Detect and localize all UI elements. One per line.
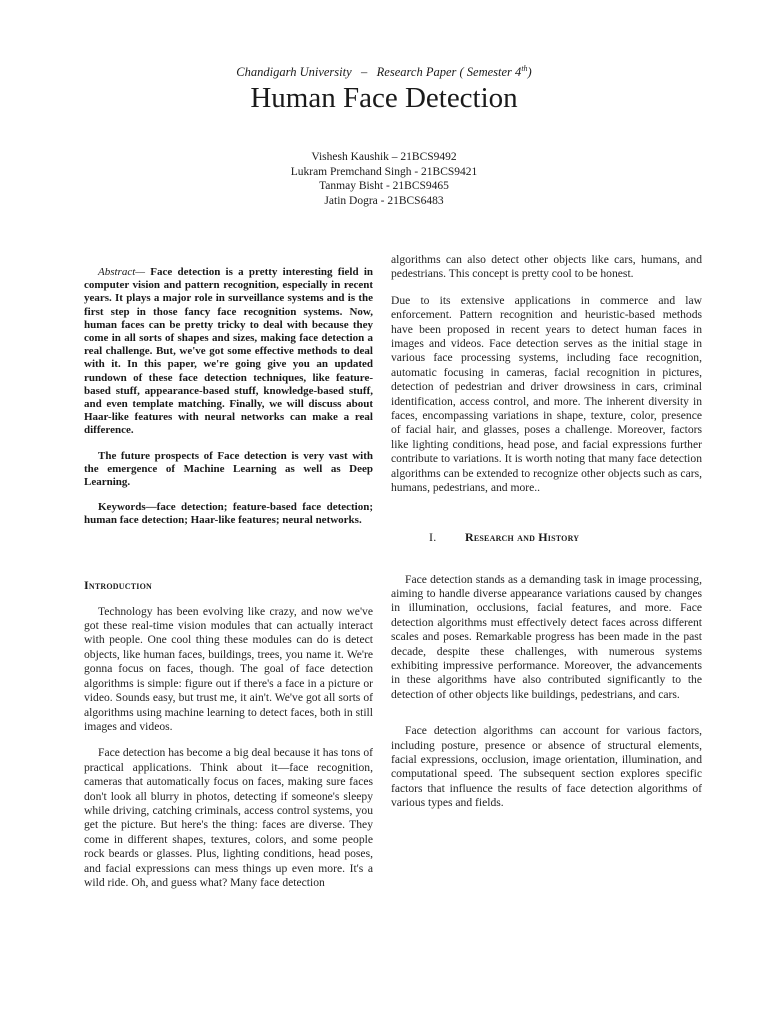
abstract-text: Face detection is a pretty interesting field in computer vision and pattern recognition, especially in recent years. It plays a major role in surveillance systems and is the first step in those fancy face recognition systems. Now, human faces can be pretty tricky to deal with because they come in all sorts of shapes and sizes, making face detection a real challenge. But, we've got some effective methods to deal with it. In this paper, we're going give you an updated rundown of these face detection techniques, like feature-based stuff, appearance-based stuff, knowledge-based stuff, and even template matching. Finally, we will discuss about Haar-like features with neural networks can make a real difference. <box>84 266 373 437</box>
history-paragraph-1: Face detection stands as a demanding task in image processing, aiming to handle diverse appearance variations caused by changes in illumination, occlusions, facial features, and more. Face detection algorithms must effectively detect faces across different scales and poses. Remarkable progress has been made in the past decade, despite these challenges, with numerous systems exhibiting impressive performance. Moreover, the advancements in these algorithms have also contributed significantly to the detection of other objects like buildings, pedestrians, and cars. <box>391 572 702 701</box>
history-paragraph-2: Face detection algorithms can account for various factors, including posture, presence or absence of structural elements, facial expressions, occlusion, image orientation, illumination, and computational speed. The subsequent section explores specific factors that influence the results of face detection algorithms of various types and fields. <box>391 724 702 810</box>
section-title: Research and History <box>465 529 580 544</box>
university-name: Chandigarh University <box>236 65 352 80</box>
author-line: Tanmay Bisht - 21BCS9465 <box>319 180 449 193</box>
author-list <box>0 150 768 208</box>
paper-type: Research Paper ( Semester 4 <box>376 65 522 80</box>
author-line: Jatin Dogra - 21BCS6483 <box>324 194 444 207</box>
header-close-paren: ) <box>527 65 532 80</box>
intro-paragraph-2: Face detection has become a big deal because it has tons of practical applications. Think about it—face recognition, cameras that automatically focus on faces, making sure faces don't look all blurry in photos, detecting if someone's sleepy while driving, catching criminals, access control systems, you get the picture. But here's the thing: faces are diverse. They come in different shapes, textures, colors, and some people rock beards or glasses. Plus, lighting conditions, head poses, and facial expressions can mess things up even more. It's a wild ride. Oh, and guess what? Many face detection <box>84 746 373 889</box>
author-line: Lukram Premchand Singh - 21BCS9421 <box>290 165 478 178</box>
section-number: I. <box>429 529 437 544</box>
abstract-paragraph <box>84 266 373 438</box>
abstract-future: The future prospects of Face detection is very vast with the emergence of Machine Learning as well as Deep Learning. <box>84 449 373 489</box>
author-line: Vishesh Kaushik – 21BCS9492 <box>311 151 457 163</box>
introduction-heading: Introduction <box>84 577 152 592</box>
right-paragraph-1: Due to its extensive applications in commerce and law enforcement. Pattern recognition and heuristic-based methods have been proposed in recent years to detect human faces in images and videos. Face detection serves as the initial stage in various face processing systems, including face recognition, automatic focusing in cameras, facial recognition in pictures, detection of pedestrian and driver drowsiness in cars, criminal identification, access control, and more. The inherent diversity in faces, encompassing variations in shape, texture, color, presence of facial hair, and glasses, poses a challenge. Moreover, factors like lighting conditions, head pose, and facial expressions further contribute to variations. It is worth noting that many face detection algorithms can be extended to recognize other objects such as cars, humans, pedestrians, and more.. <box>391 293 702 495</box>
header-dash: – <box>361 65 368 80</box>
right-column <box>391 253 702 811</box>
paper-header-line <box>0 64 768 80</box>
intro-paragraph-1: Technology has been evolving like crazy, and now we've got these real-time vision modules that can actually interact with people. One cool thing these modules can do is detect objects, like human faces, buildings, trees, you name it. We're gonna focus on faces, though. The goal of face detection algorithms is simple: figure out if there's a face in a picture or video. Sounds easy, but trust me, it ain't. We've got all sorts of algorithms using machine learning to detect faces, both in still images and videos. <box>84 604 373 733</box>
abstract-lead: Abstract— <box>98 266 146 278</box>
research-history-heading <box>391 530 702 545</box>
right-paragraph-0: algorithms can also detect other objects like cars, humans, and pedestrians. This concept is pretty cool to be honest. <box>391 253 702 281</box>
left-column <box>84 266 373 890</box>
keywords: Keywords—face detection; feature-based face detection; human face detection; Haar-like features; neural networks. <box>84 501 373 527</box>
semester-suffix: th <box>521 64 528 73</box>
paper-title: Human Face Detection <box>250 82 518 114</box>
